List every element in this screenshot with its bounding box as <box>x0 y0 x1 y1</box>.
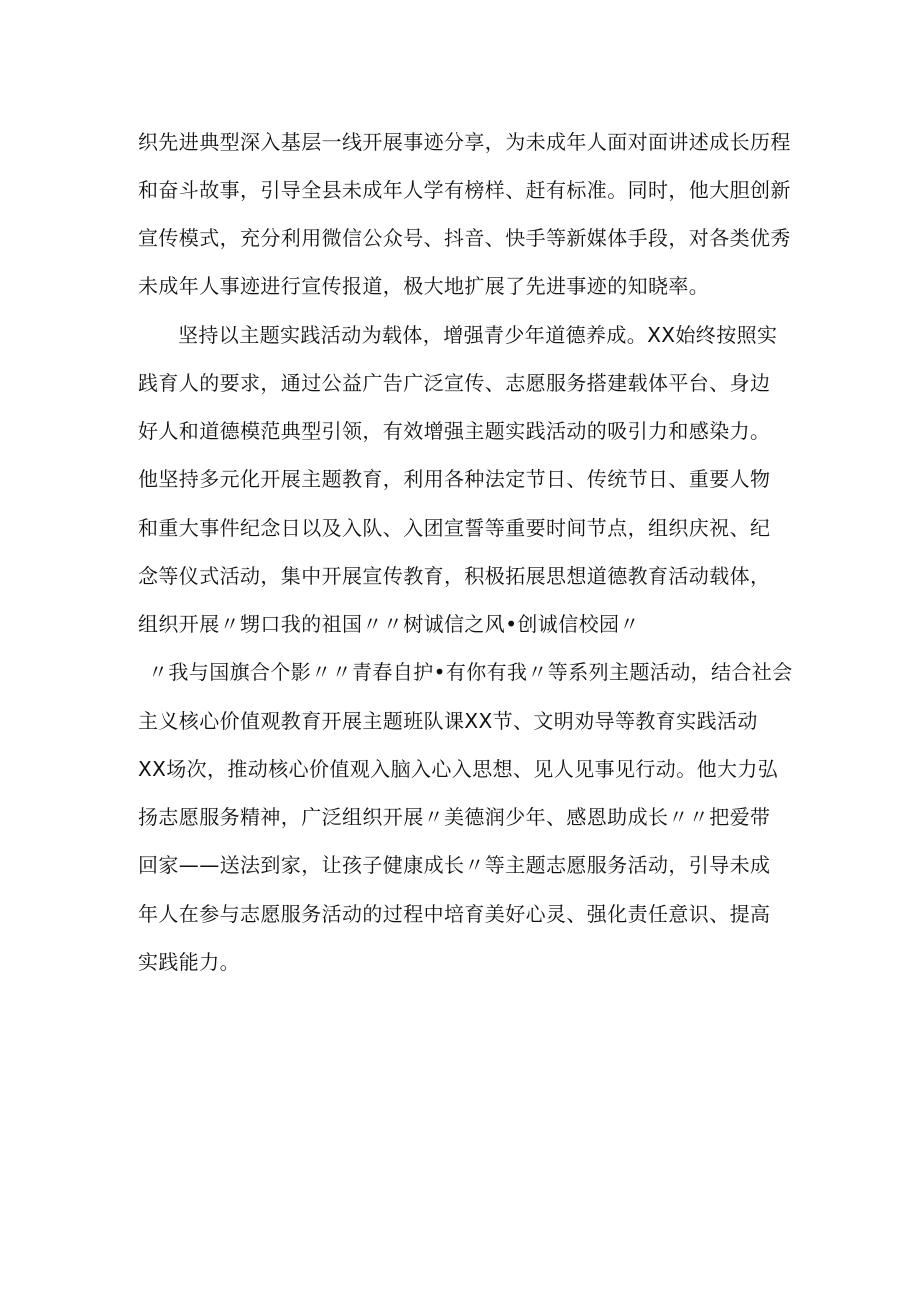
text-line-11: 组织开展〃甥口我的祖国〃〃树诚信之风•创诚信校园〃 <box>138 612 640 636</box>
text-line-8: 他坚持多元化开展主题教育，利用各种法定节日、传统节日、重要人物 <box>138 467 771 491</box>
text-line-15: 扬志愿服务精神，广泛组织开展〃美德润少年、感恩助成长〃〃把爱带 <box>138 805 771 829</box>
text-line-6: 践育人的要求，通过公益广告广泛宣传、志愿服务搭建载体平台、身边 <box>138 371 771 395</box>
text-line-17: 年人在参与志愿服务活动的过程中培育美好心灵、强化责任意识、提高 <box>138 902 771 926</box>
text-line-12: 〃我与国旗合个影〃〃青春自护•有你有我〃等系列主题活动，结合社会 <box>148 660 793 684</box>
text-line-16: 回家——送法到家，让孩子健康成长〃等主题志愿服务活动，引导未成 <box>138 853 771 877</box>
text-line-13: 主义核心价值观教育开展主题班队课XX节、文明劝导等教育实践活动 <box>138 709 758 733</box>
text-line-2: 和奋斗故事，引导全县未成年人学有榜样、赶有标准。同时，他大胆创新 <box>138 178 791 202</box>
text-line-5: 坚持以主题实践活动为载体，增强青少年道德养成。XX始终按照实 <box>178 323 778 347</box>
text-line-14: XX场次，推动核心价值观入脑入心入思想、见人见事见行动。他大力弘 <box>138 757 779 781</box>
text-line-3: 宣传模式，充分利用微信公众号、抖音、快手等新媒体手段，对各类优秀 <box>138 226 791 250</box>
text-line-9: 和重大事件纪念日以及入队、入团宣誓等重要时间节点，组织庆祝、纪 <box>138 516 771 540</box>
text-line-10: 念等仪式活动，集中开展宣传教育，积极拓展思想道德教育活动载体， <box>138 564 771 588</box>
text-line-7: 好人和道德模范典型引领，有效增强主题实践活动的吸引力和感染力。 <box>138 419 771 443</box>
text-line-18: 实践能力。 <box>138 950 240 974</box>
text-line-1: 织先进典型深入基层一线开展事迹分享，为未成年人面对面讲述成长历程 <box>138 130 791 154</box>
text-line-4: 未成年人事迹进行宣传报道，极大地扩展了先进事迹的知晓率。 <box>138 274 710 298</box>
